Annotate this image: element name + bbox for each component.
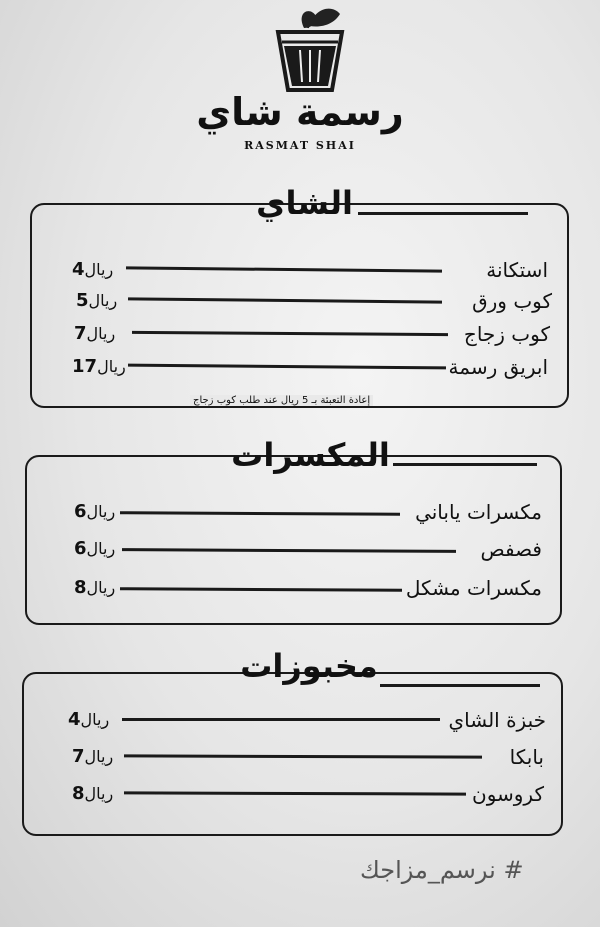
menu-item-price: ريال7 — [72, 746, 114, 767]
menu-item-row — [66, 320, 550, 348]
menu-item-row — [68, 287, 552, 315]
brand-name-english: RASMAT SHAI — [244, 139, 356, 152]
menu-item-row — [64, 353, 548, 381]
menu-item-name: فصفص — [480, 537, 542, 561]
section-title-tea: الشاي — [256, 184, 353, 222]
menu-item-row — [64, 256, 548, 284]
menu-item-name: مكسرات مشكل — [405, 576, 542, 600]
menu-item-name: كروسون — [472, 782, 544, 806]
menu-item-row — [64, 743, 544, 771]
menu-item-row — [56, 574, 542, 602]
menu-item-name: مكسرات ياباني — [415, 500, 542, 524]
menu-item-price: ريال5 — [76, 290, 118, 311]
menu-item-row — [64, 780, 544, 808]
menu-item-row — [56, 498, 542, 526]
refill-note: إعادة التعبئة بـ 5 ريال عند طلب كوب زجاج — [190, 395, 373, 406]
menu-item-price: ريال8 — [74, 577, 116, 598]
menu-item-price: ريال4 — [72, 259, 114, 280]
menu-item-price: ريال17 — [72, 356, 126, 377]
menu-item-price: ريال8 — [72, 783, 114, 804]
menu-item-name: كوب زجاج — [463, 322, 550, 346]
menu-item-price: ريال7 — [74, 323, 116, 344]
hashtag: # نرسم_مزاجك — [360, 856, 524, 884]
section-title-bakery: مخبوزات — [240, 647, 378, 685]
menu-item-name: بابكا — [509, 745, 544, 769]
menu-item-name: ابريق رسمة — [448, 355, 548, 379]
tea-glass-icon — [270, 2, 350, 94]
menu-item-price: ريال6 — [74, 538, 116, 559]
menu-item-name: كوب ورق — [472, 289, 552, 313]
menu-item-name: استكانة — [486, 258, 548, 282]
menu-item-price: ريال4 — [68, 709, 110, 730]
brand-header — [0, 0, 600, 160]
section-title-nuts: المكسرات — [231, 436, 390, 474]
menu-item-price: ريال6 — [74, 501, 116, 522]
menu-item-row — [60, 706, 546, 734]
menu-item-row — [56, 535, 542, 563]
brand-name-arabic: رسمة شاي — [196, 90, 404, 134]
menu-item-name: خبزة الشاي — [448, 708, 546, 732]
